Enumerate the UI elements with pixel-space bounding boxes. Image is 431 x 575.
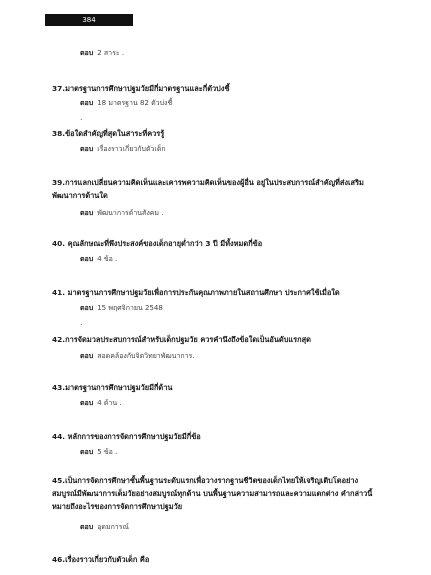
answer-label: ตอบ: [80, 304, 94, 312]
question-text: 37.มาตรฐานการศึกษาปฐมวัยมีกี่มาตรฐานและกี่ตัวบ่งชี้: [52, 84, 230, 93]
answer-text: 5 ข้อ .: [97, 448, 118, 456]
answer-line: [80, 522, 380, 533]
answer-label: ตอบ: [80, 352, 94, 360]
answer-line: [80, 398, 380, 409]
answer-label: ตอบ: [80, 448, 94, 456]
answer-line: [80, 98, 380, 109]
question-text: 46.เรื่องราวเกี่ยวกับตัวเด็ก คือ: [52, 555, 150, 564]
question-text: 40. คุณลักษณะที่พึงประสงค์ของเด็กอายุต่ำกว่า 3 ปี มีทั้งหมดกี่ข้อ: [52, 239, 263, 248]
question-text: 44. หลักการของการจัดการศึกษาปฐมวัยมีกี่ข้อ: [52, 432, 201, 441]
answer-text: 4 ด้าน .: [97, 399, 122, 407]
answer-label: ตอบ: [80, 145, 94, 153]
answer-label: ตอบ: [80, 99, 94, 107]
answer-text: อุดมการณ์: [97, 523, 129, 531]
dot-marker: .: [80, 113, 83, 122]
answer-text: 2 สาระ .: [97, 49, 125, 57]
question-text: 38.ข้อใดสำคัญที่สุดในสาระที่ควรรู้: [52, 129, 165, 138]
answer-text: 18 มาตรฐาน 82 ตัวบ่งชี้: [97, 99, 173, 107]
question-text: 45.เป็นการจัดการศึกษาชั้นพื้นฐานระดับแรกเพื่อวางรากฐานชีวิตของเด็กไทยให้เจริญเติบโตอย่างสมบูรณ์มีพัฒนาการเต็มวัยอย่างสมบูรณ์ทุกด้าน บนพื้นฐานความสามารถและความแตกต่าง คำกล่าวนี้หมายถึงอะไรของการจัดการศึกษาปฐมวัย: [52, 476, 373, 511]
answer-line: [80, 254, 380, 265]
page-number: 384: [45, 14, 133, 26]
question-text: 41. มาตรฐานการศึกษาปฐมวัยเพื่อการประกันคุณภาพภายในสถานศึกษา ประกาศใช้เมื่อใด: [52, 288, 340, 297]
answer-label: ตอบ: [80, 523, 94, 531]
answer-text: 15 พฤศจิกายน 2548: [97, 304, 163, 312]
answer-label: ตอบ: [80, 255, 94, 263]
dot-marker: .: [80, 318, 83, 327]
answer-line: [80, 447, 380, 458]
answer-text: 4 ข้อ .: [97, 255, 118, 263]
answer-label: ตอบ: [80, 49, 94, 57]
answer-text: สอดคล้องกับจิตวิทยาพัฒนาการ.: [97, 352, 195, 360]
question-text: 42.การจัดมวลประสบการณ์สำหรับเด็กปฐมวัย ควรคำนึงถึงข้อใดเป็นอันดับแรกสุด: [52, 335, 311, 344]
answer-line: [80, 351, 380, 362]
question-text: 39.การแลกเปลี่ยนความคิดเห็นและเคารพความคิดเห็นของผู้อื่น อยู่ในประสบการณ์สำคัญที่ส่งเสริมพัฒนาการด้านใด: [52, 178, 364, 200]
answer-line: [80, 48, 380, 59]
answer-text: เรื่องราวเกี่ยวกับตัวเด็ก: [97, 145, 166, 153]
answer-label: ตอบ: [80, 209, 94, 217]
answer-line: [80, 144, 380, 155]
answer-text: พัฒนาการด้านสังคม .: [97, 209, 164, 217]
answer-line: [80, 208, 380, 219]
answer-line: [80, 303, 380, 314]
question-text: 43.มาตรฐานการศึกษาปฐมวัยมีกี่ด้าน: [52, 383, 173, 392]
answer-label: ตอบ: [80, 399, 94, 407]
